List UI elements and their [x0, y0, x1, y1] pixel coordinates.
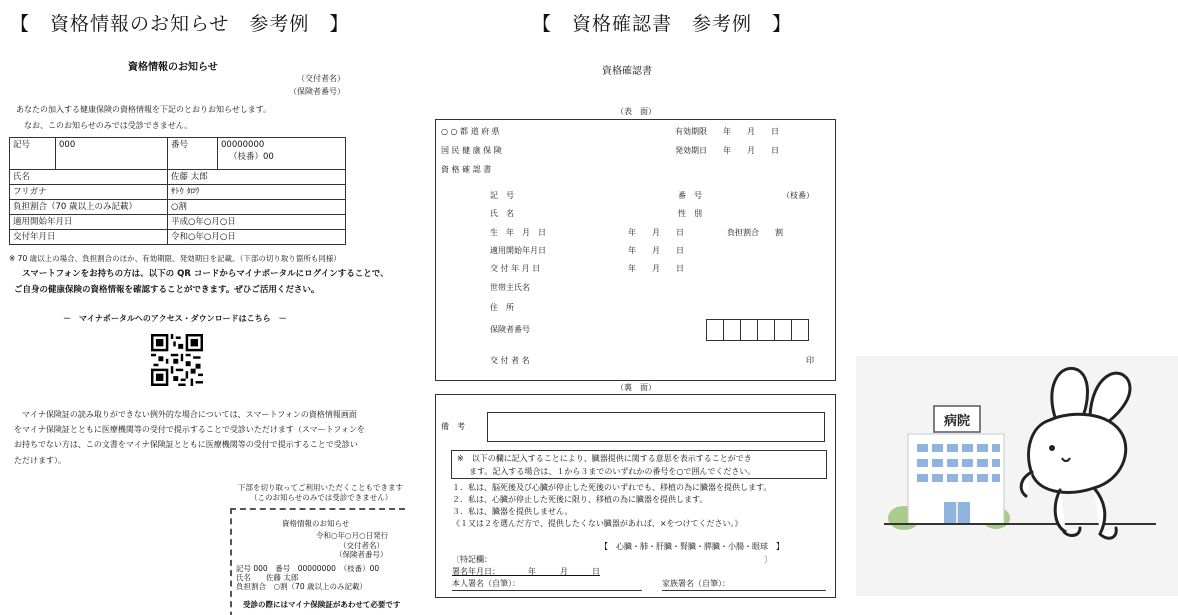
issue-ymd: 年 月 日	[628, 264, 684, 273]
burden-label: 負担割合（70 歳以上のみ記載）	[10, 200, 168, 215]
effective-date: 発効期日 年 月 日	[675, 146, 779, 155]
card-warning: 受診の際にはマイナ保険証があわせて必要です	[243, 600, 401, 609]
prefecture: ○ ○ 都 道 府 県	[441, 127, 500, 136]
name-label: 氏名	[10, 170, 168, 185]
issue-value: 令和○年○月○日	[168, 230, 346, 245]
issue-label: 交付年月日	[10, 230, 168, 245]
organ-list: 【 心臓・肺・肝臓・腎臓・膵臓・小腸・眼球 】	[600, 542, 784, 551]
start-ymd: 年 月 日	[628, 246, 684, 255]
self-sign-line	[452, 590, 642, 591]
organ-note-2: ます。記入する場合は、１から３までのいずれかの番号を○で囲んでください。	[469, 467, 756, 476]
card-line-1: 記号 000 番号 00000000 （枝番）00	[236, 564, 380, 573]
family-sign: 家族署名（自筆）：	[662, 579, 730, 588]
card-insurer: （保険者番号）	[335, 550, 388, 559]
insurer-no-field: 保険者番号	[490, 325, 530, 334]
kana-label: フリガナ	[10, 185, 168, 200]
left-heading: 【 資格情報のお知らせ 参考例 】	[10, 13, 350, 35]
intro-line-1: あなたの加入する健康保険の資格情報を下記のとおりお知らせします。	[16, 105, 272, 114]
kigo-field: 記 号	[490, 191, 514, 200]
para-line-1: マイナ保険証の読み取りができない例外的な場合については、スマートフォンの資格情報画面	[22, 410, 357, 419]
para-line-4: ただけます）。	[14, 456, 66, 465]
family-sign-line	[662, 590, 826, 591]
back-label: （裏 面）	[616, 383, 656, 392]
info-table	[9, 137, 346, 245]
bango-cell: 00000000 （枝番）00	[218, 138, 346, 170]
sex-field: 性 別	[678, 209, 702, 218]
burden-field: 負担割合 割	[727, 228, 783, 237]
para-line-3: お持ちでない方は、この文書をマイナ保険証とともに医療機関等の受付で提示することで受診い	[14, 440, 358, 449]
address-field: 住 所	[490, 303, 514, 312]
hospital-rabbit-illustration	[856, 356, 1178, 596]
special-notes: 〔特記欄：	[452, 555, 492, 564]
organ-option-4: 《１又は２を選んだ方で、提供したくない臓器があれば、×をつけてください。》	[452, 519, 743, 528]
cut-note-1: 下部を切り取ってご利用いただくこともできます	[238, 483, 403, 492]
self-sign: 本人署名（自筆）：	[452, 579, 520, 588]
kigo-value: 000	[56, 138, 168, 170]
hospital-sign: 病院	[944, 414, 971, 429]
card-line-3: 負担割合 ○割（70 歳以上のみ記載）	[236, 582, 367, 591]
head-field: 世帯主氏名	[490, 283, 530, 292]
kigo-label: 記号	[10, 138, 56, 170]
seal-mark: 印	[806, 356, 814, 365]
card-issuer: （交付者名）	[339, 541, 384, 550]
burden-value: ○割	[168, 200, 346, 215]
right-heading: 【 資格確認書 参考例 】	[532, 13, 793, 35]
special-close: 〕	[764, 555, 772, 564]
name-value: 佐藤 太郎	[168, 170, 346, 185]
bango-label: 番号	[168, 138, 218, 170]
insurer-number: （保険者番号）	[289, 87, 345, 96]
notice-title: 資格情報のお知らせ	[128, 62, 218, 73]
start-value: 平成○年○月○日	[168, 215, 346, 230]
bango-field: 番 号	[678, 191, 702, 200]
organ-option-2: ２．私は、心臓が停止した死後に限り、移植の為に臓器を提供します。	[452, 495, 708, 504]
rabbit-eye	[1049, 445, 1055, 451]
organ-option-1: １．私は、脳死後及び心臓が停止した死後のいずれでも、移植の為に臓器を提供します。	[452, 483, 772, 492]
insurer-number-boxes[interactable]	[706, 319, 809, 341]
card-date: 令和○年○月○日発行	[316, 531, 389, 540]
sign-date: 署名年月日： 年 月 日	[452, 567, 600, 576]
smartphone-line-1: スマートフォンをお持ちの方は、以下の QR コードからマイナポータルにログインすることで、	[22, 269, 389, 279]
shimei-field: 氏 名	[490, 209, 514, 218]
organ-option-3: ３．私は、臓器を提供しません。	[452, 507, 573, 516]
qr-code-icon[interactable]	[151, 334, 203, 386]
cert-label: 資 格 確 認 書	[441, 165, 492, 174]
cut-note-2: （このお知らせのみでは受診できません）	[250, 493, 393, 502]
birth-ymd: 年 月 日	[628, 228, 684, 237]
portal-link-text: － マイナポータルへのアクセス・ダウンロードはこちら －	[63, 314, 287, 323]
para-line-2: をマイナ保険証とともに医療機関等の受付で提示することで受診いただけます（スマートフォンを	[14, 425, 366, 434]
smartphone-line-2: ご自身の健康保険の資格情報を確認することができます。ぜひご活用ください。	[14, 285, 320, 295]
cert-title: 資格確認書	[602, 66, 652, 77]
intro-line-2: なお、このお知らせのみでは受診できません。	[24, 121, 193, 130]
edaban-field: （枝番）	[782, 191, 814, 200]
note-70: ※ 70 歳以上の場合、負担割合のほか、有効期限、発効期日を記載。（下部の切り取り箇所も同様）	[9, 254, 341, 263]
card-line-2: 氏名 佐藤 太郎	[236, 573, 299, 582]
issuer-name: （交付者名）	[297, 74, 345, 83]
issue-field: 交 付 年 月 日	[490, 264, 541, 273]
kana-value: ｻﾄｳ ﾀﾛｳ	[168, 185, 346, 200]
biko-box[interactable]	[487, 412, 825, 442]
birth-field: 生 年 月 日	[490, 228, 546, 237]
card-title: 資格情報のお知らせ	[282, 519, 350, 528]
start-field: 適用開始年月日	[490, 246, 546, 255]
front-label: （表 面）	[616, 107, 656, 116]
issuer-field: 交 付 者 名	[490, 356, 530, 365]
organ-note-1: ※ 以下の欄に記入することにより、臓器提供に関する意思を表示することができ	[457, 454, 752, 463]
valid-until: 有効期限 年 月 日	[675, 127, 779, 136]
kokuho-label: 国 民 健 康 保 険	[441, 146, 502, 155]
biko-label: 備 考	[441, 422, 465, 431]
start-label: 適用開始年月日	[10, 215, 168, 230]
